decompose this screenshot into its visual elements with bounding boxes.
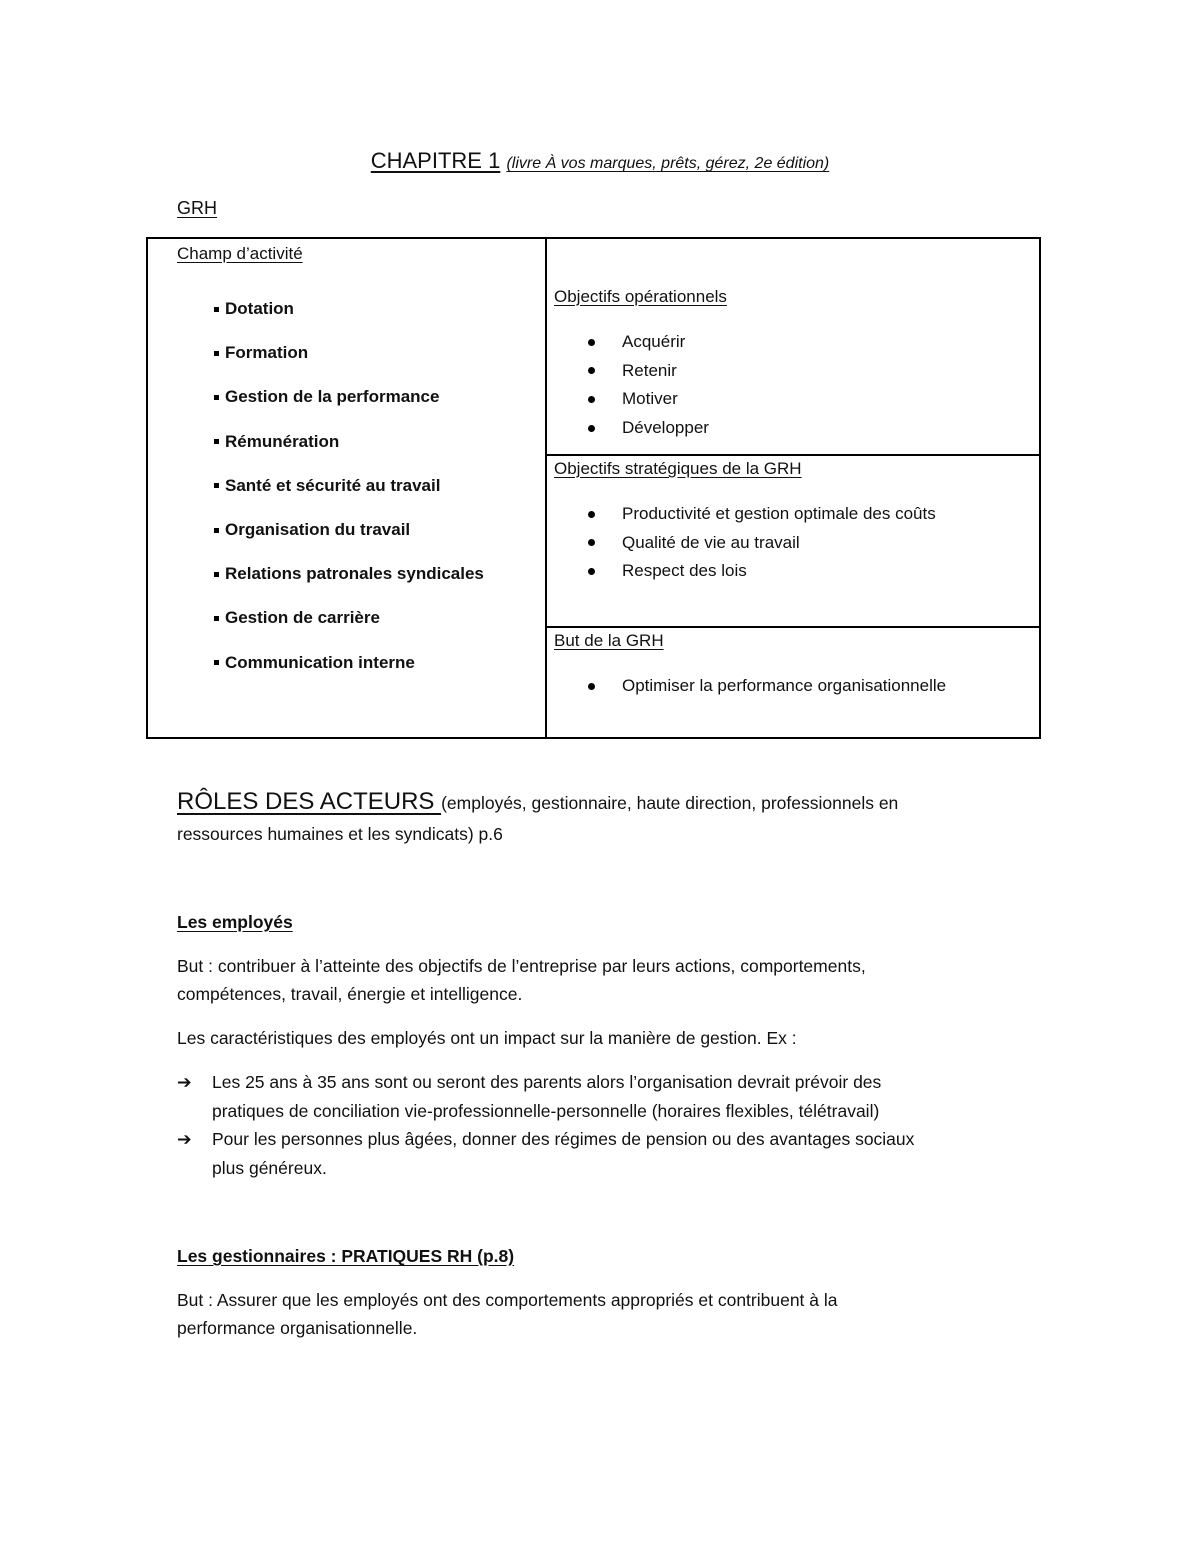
table-divider-horizontal [547, 454, 1039, 456]
list-item: Productivité et gestion optimale des coûts [588, 500, 936, 529]
square-bullet-icon [214, 660, 219, 665]
roles-heading-rest: (employés, gestionnaire, haute direction, professionnels en [441, 793, 899, 813]
section-label: GRH [177, 198, 217, 218]
list-item: Rémunération [214, 420, 484, 464]
champ-activite-heading: Champ d’activité [177, 244, 303, 263]
list-item: Optimiser la performance organisationnelle [588, 672, 946, 701]
square-bullet-icon [214, 439, 219, 444]
square-bullet-icon [214, 351, 219, 356]
list-item: Gestion de la performance [214, 375, 484, 419]
square-bullet-icon [214, 307, 219, 312]
bullet-icon [588, 539, 595, 546]
chapter-subtitle: (livre À vos marques, prêts, gérez, 2e édition) [506, 155, 830, 172]
arrow-list-item: ➔ Pour les personnes plus âgées, donner des régimes de pension ou des avantages sociaux plus généreux. [177, 1125, 914, 1182]
list-item: Acquérir [588, 328, 709, 357]
bullet-icon [588, 367, 595, 374]
objectifs-strategiques-heading: Objectifs stratégiques de la GRH [554, 459, 802, 478]
list-item: Développer [588, 414, 709, 443]
list-item: Santé et sécurité au travail [214, 464, 484, 508]
gestionnaires-but-line1: But : Assurer que les employés ont des comportements appropriés et contribuent à la [177, 1290, 838, 1310]
roles-heading-rest-line2: ressources humaines et les syndicats) p.6 [177, 824, 503, 844]
table-divider-vertical [545, 239, 547, 737]
objectifs-strategiques-list [588, 500, 936, 586]
list-item: Respect des lois [588, 557, 936, 586]
bullet-icon [588, 568, 595, 575]
but-grh-list [588, 672, 946, 701]
employes-heading: Les employés [177, 912, 293, 932]
arrow-right-icon: ➔ [177, 1072, 192, 1092]
list-item: Relations patronales syndicales [214, 552, 484, 596]
employes-caracteristiques: Les caractéristiques des employés ont un impact sur la manière de gestion. Ex : [177, 1028, 797, 1048]
list-item: Qualité de vie au travail [588, 529, 936, 558]
list-item: Gestion de carrière [214, 596, 484, 640]
bullet-icon [588, 396, 595, 403]
objectifs-operationnels-list [588, 328, 709, 442]
bullet-icon [588, 339, 595, 346]
grh-table [146, 237, 1041, 739]
but-grh-heading: But de la GRH [554, 631, 664, 650]
square-bullet-icon [214, 528, 219, 533]
list-item: Formation [214, 331, 484, 375]
square-bullet-icon [214, 483, 219, 488]
objectifs-operationnels-heading: Objectifs opérationnels [554, 287, 727, 306]
roles-heading: RÔLES DES ACTEURS [177, 788, 442, 815]
list-item: Dotation [214, 287, 484, 331]
list-item: Motiver [588, 385, 709, 414]
square-bullet-icon [214, 395, 219, 400]
employes-but-line1: But : contribuer à l’atteinte des objectifs de l’entreprise par leurs actions, comportements, [177, 956, 866, 976]
bullet-icon [588, 683, 595, 690]
page-title [0, 148, 1200, 174]
champ-activite-list [214, 287, 484, 685]
chapter-title: CHAPITRE 1 [370, 148, 501, 173]
arrow-list-item: ➔ Les 25 ans à 35 ans sont ou seront des parents alors l’organisation devrait prévoir des pratiques de conciliation vie-professionnelle-personnelle (horaires flexibles, télétravail) [177, 1068, 881, 1125]
arrow-right-icon: ➔ [177, 1129, 192, 1149]
gestionnaires-but-line2: performance organisationnelle. [177, 1318, 418, 1338]
gestionnaires-heading: Les gestionnaires : PRATIQUES RH (p.8) [177, 1246, 515, 1266]
list-item: Retenir [588, 357, 709, 386]
bullet-icon [588, 425, 595, 432]
employes-but-line2: compétences, travail, énergie et intelligence. [177, 984, 523, 1004]
bullet-icon [588, 511, 595, 518]
table-divider-horizontal [547, 626, 1039, 628]
roles-section-intro [177, 788, 898, 818]
square-bullet-icon [214, 572, 219, 577]
list-item: Organisation du travail [214, 508, 484, 552]
square-bullet-icon [214, 616, 219, 621]
list-item: Communication interne [214, 641, 484, 685]
